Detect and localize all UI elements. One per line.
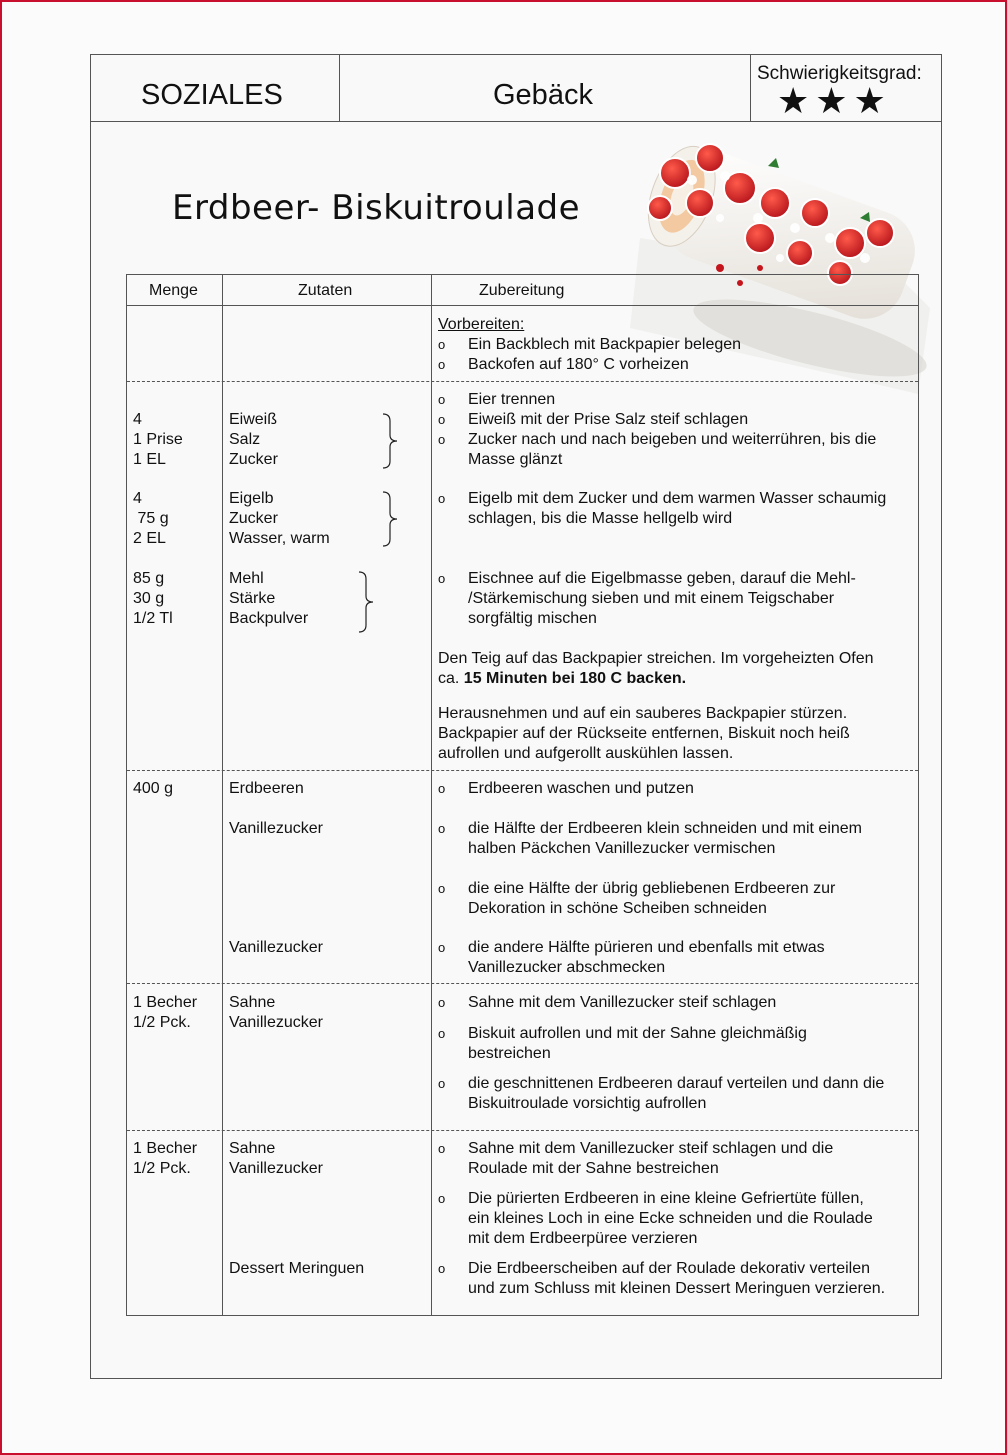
ingredient: Zucker (229, 510, 278, 527)
remove-instruction: aufrollen und aufgerollt auskühlen lassen. (438, 745, 734, 762)
header-row (91, 55, 941, 122)
prep-step: /Stärkemischung sieben und mit einem Teigschaber (468, 590, 835, 607)
brace-icon (381, 491, 399, 547)
bullet-icon: o (438, 1261, 446, 1276)
amount: 1 Prise (133, 431, 183, 448)
prep-step: Roulade mit der Sahne bestreichen (468, 1160, 719, 1177)
amount: 2 EL (133, 530, 166, 547)
prep-step: ein kleines Loch in eine Ecke schneiden und die Roulade (468, 1210, 873, 1227)
prep-step: Eier trennen (468, 391, 556, 408)
header-divider (127, 305, 918, 306)
amount: 4 (133, 490, 142, 507)
prep-step: Masse glänzt (468, 451, 563, 468)
bullet-icon: o (438, 571, 446, 586)
bullet-icon: o (438, 781, 446, 796)
amount: 75 g (133, 510, 169, 527)
bake-prefix: ca. (438, 670, 460, 687)
prep-step: Sahne mit dem Vanillezucker steif schlagen und die (468, 1140, 834, 1157)
prep-step: die eine Hälfte der übrig gebliebenen Erdbeeren zur (468, 880, 836, 897)
bullet-icon: o (438, 412, 446, 427)
prep-step: halben Päckchen Vanillezucker vermischen (468, 840, 776, 857)
bullet-icon: o (438, 881, 446, 896)
bullet-icon: o (438, 1076, 446, 1091)
amount: 1/2 Pck. (133, 1014, 191, 1031)
bullet-icon: o (438, 357, 446, 372)
prep-step: schlagen, bis die Masse hellgelb wird (468, 510, 733, 527)
prep-step: Eiweiß mit der Prise Salz steif schlagen (468, 411, 749, 428)
amount: 1 EL (133, 451, 166, 468)
ingredient: Sahne (229, 1140, 276, 1157)
bullet-icon: o (438, 1191, 446, 1206)
amount: 4 (133, 411, 142, 428)
column-divider (431, 275, 432, 1315)
prep-step: und zum Schluss mit kleinen Dessert Meringuen verzieren. (468, 1280, 886, 1297)
amount: 30 g (133, 590, 165, 607)
ingredient: Backpulver (229, 610, 309, 627)
amount: 400 g (133, 780, 174, 797)
prep-step: sorgfältig mischen (468, 610, 597, 627)
amount: 1/2 Pck. (133, 1160, 191, 1177)
ingredient: Vanillezucker (229, 1160, 323, 1177)
ingredient: Eiweiß (229, 411, 278, 428)
column-divider (222, 275, 223, 1315)
prep-step: Backofen auf 180° C vorheizen (468, 356, 689, 373)
ingredient: Eigelb (229, 490, 274, 507)
column-header-amount: Menge (149, 282, 198, 299)
difficulty-stars-icon: ★★★ (777, 80, 892, 121)
prep-step: Ein Backblech mit Backpapier belegen (468, 336, 742, 353)
amount: 1/2 Tl (133, 610, 173, 627)
bullet-icon: o (438, 940, 446, 955)
bullet-icon: o (438, 821, 446, 836)
column-header-ingredients: Zutaten (298, 282, 353, 299)
ingredient: Zucker (229, 451, 278, 468)
section-divider (127, 770, 918, 771)
prep-step: Vanillezucker abschmecken (468, 959, 666, 976)
recipe-title: Erdbeer- Biskuitroulade (172, 188, 581, 228)
bullet-icon: o (438, 432, 446, 447)
ingredient: Dessert Meringuen (229, 1260, 365, 1277)
prep-step: Eischnee auf die Eigelbmasse geben, darauf die Mehl- (468, 570, 856, 587)
bullet-icon: o (438, 491, 446, 506)
ingredient: Vanillezucker (229, 1014, 323, 1031)
prep-step: Biskuitroulade vorsichtig aufrollen (468, 1095, 707, 1112)
header-difficulty-cell (751, 55, 941, 121)
section-divider (127, 983, 918, 984)
ingredient: Erdbeeren (229, 780, 304, 797)
prep-step: bestreichen (468, 1045, 551, 1062)
bake-instruction-line2 (438, 669, 686, 689)
recipe-table (126, 274, 919, 1316)
prep-step: Die pürierten Erdbeeren in eine kleine Gefriertüte füllen, (468, 1190, 864, 1207)
prep-step: Die Erdbeerscheiben auf der Roulade dekorativ verteilen (468, 1260, 871, 1277)
prep-step: die Hälfte der Erdbeeren klein schneiden und mit einem (468, 820, 863, 837)
prep-step: die geschnittenen Erdbeeren darauf verteilen und dann die (468, 1075, 885, 1092)
bake-instruction: Den Teig auf das Backpapier streichen. Im vorgeheizten Ofen (438, 650, 874, 667)
remove-instruction: Herausnehmen und auf ein sauberes Backpapier stürzen. (438, 705, 848, 722)
prep-step: Erdbeeren waschen und putzen (468, 780, 694, 797)
prep-step: Zucker nach und nach beigeben und weiterrühren, bis die (468, 431, 877, 448)
amount: 1 Becher (133, 1140, 198, 1157)
header-category-cell (340, 55, 751, 121)
bullet-icon: o (438, 392, 446, 407)
prep-step: Biskuit aufrollen und mit der Sahne gleichmäßig (468, 1025, 807, 1042)
ingredient: Salz (229, 431, 261, 448)
bullet-icon: o (438, 995, 446, 1010)
bullet-icon: o (438, 337, 446, 352)
ingredient: Sahne (229, 994, 276, 1011)
prep-step: Dekoration in schöne Scheiben schneiden (468, 900, 767, 917)
category-label: Gebäck (493, 79, 593, 111)
brace-icon (381, 413, 399, 469)
remove-instruction: Backpapier auf der Rückseite entfernen, Biskuit noch heiß (438, 725, 850, 742)
bullet-icon: o (438, 1141, 446, 1156)
ingredient: Mehl (229, 570, 264, 587)
brace-icon (357, 571, 375, 633)
ingredient: Stärke (229, 590, 276, 607)
amount: 85 g (133, 570, 165, 587)
prep-heading: Vorbereiten: (438, 316, 525, 333)
bullet-icon: o (438, 1026, 446, 1041)
ingredient: Vanillezucker (229, 820, 323, 837)
subject-label: SOZIALES (141, 79, 283, 111)
header-subject-cell (91, 55, 340, 121)
difficulty-label: Schwierigkeitsgrad: (757, 63, 922, 84)
column-header-preparation: Zubereitung (479, 282, 565, 299)
amount: 1 Becher (133, 994, 198, 1011)
ingredient: Wasser, warm (229, 530, 330, 547)
ingredient: Vanillezucker (229, 939, 323, 956)
section-divider (127, 381, 918, 382)
prep-step: mit dem Erdbeerpüree verzieren (468, 1230, 698, 1247)
bake-time: 15 Minuten bei 180 C backen. (463, 670, 687, 687)
prep-step: Sahne mit dem Vanillezucker steif schlagen (468, 994, 777, 1011)
prep-step: die andere Hälfte pürieren und ebenfalls mit etwas (468, 939, 825, 956)
section-divider (127, 1130, 918, 1131)
prep-step: Eigelb mit dem Zucker und dem warmen Wasser schaumig (468, 490, 887, 507)
